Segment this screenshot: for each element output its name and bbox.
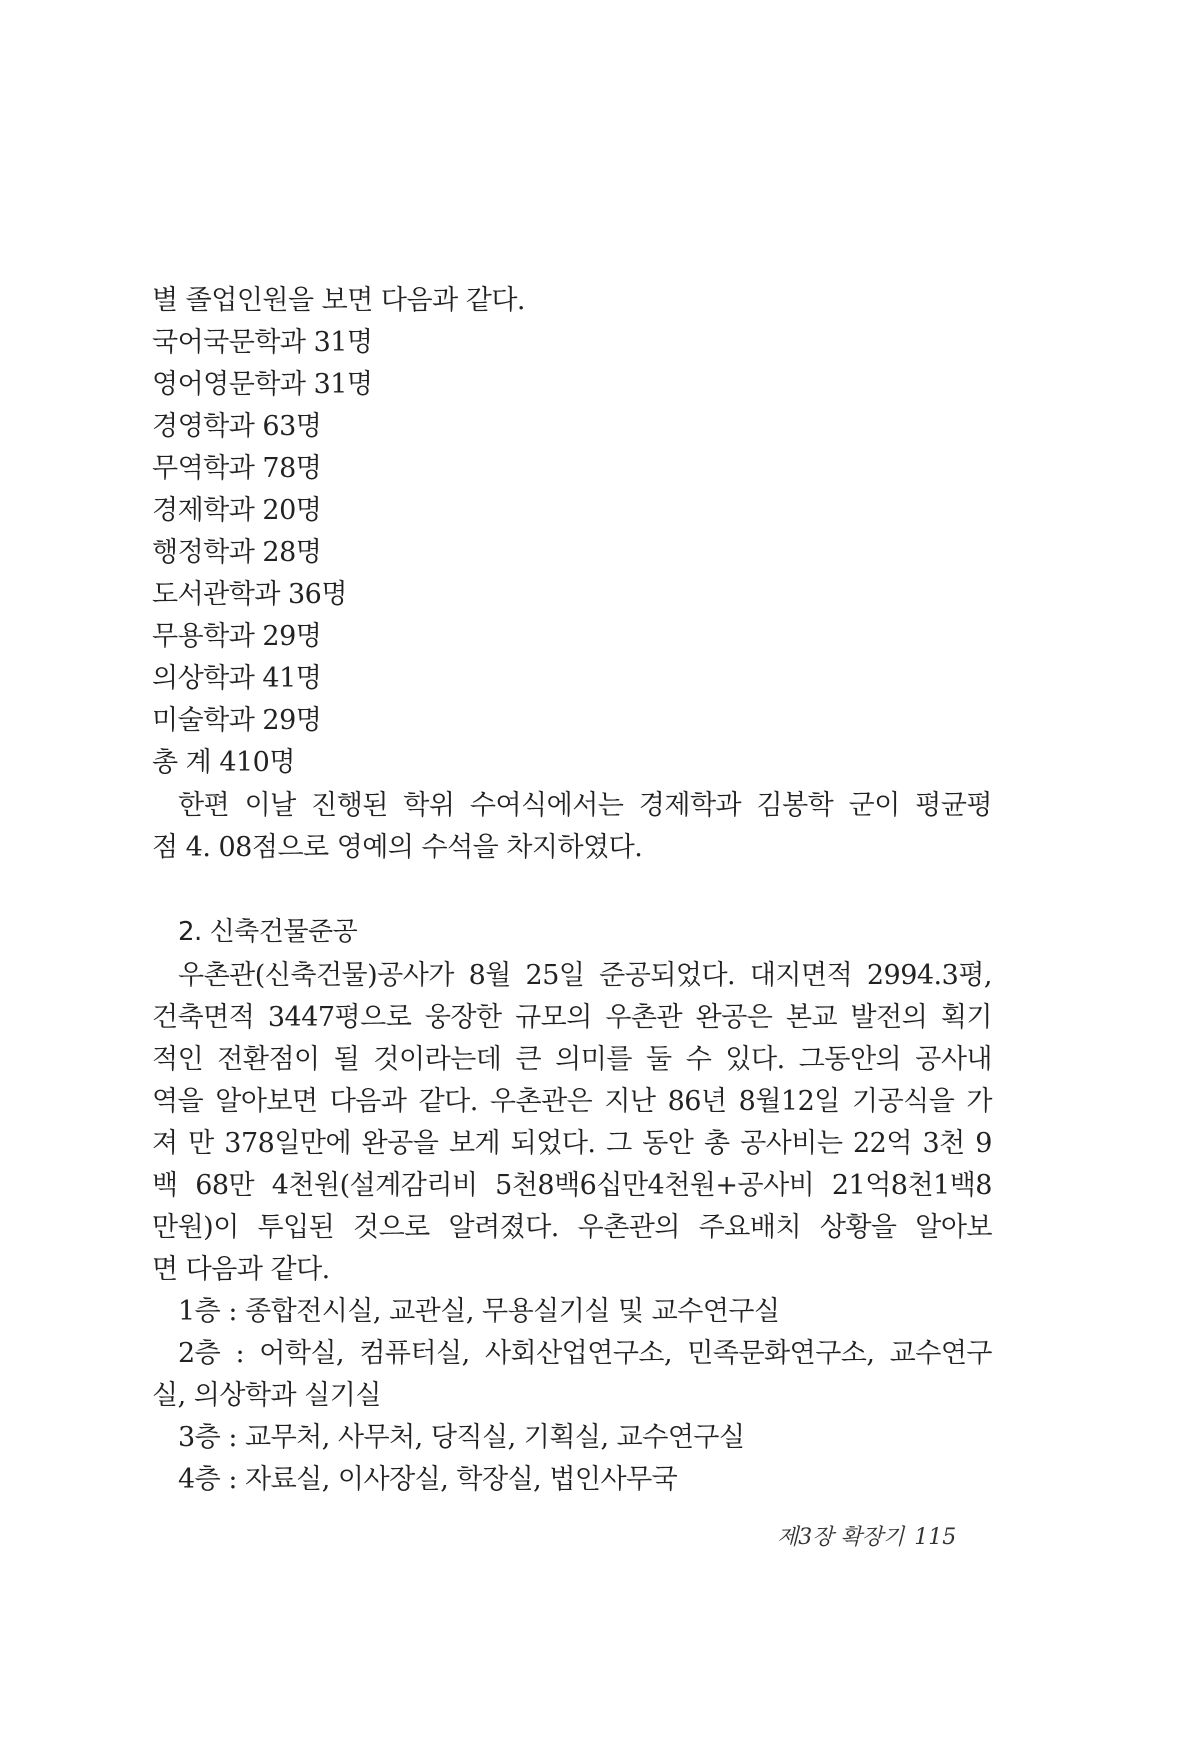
floor-item: 4층 : 자료실, 이사장실, 학장실, 법인사무국	[178, 1464, 678, 1495]
department-item: 미술학과 29명	[152, 705, 322, 736]
section-heading: 2. 신축건물준공	[178, 917, 358, 947]
department-item: 경제학과 20명	[152, 495, 322, 526]
department-item: 의상학과 41명	[152, 663, 322, 694]
page-footer	[777, 1520, 956, 1551]
department-item: 무용학과 29명	[152, 621, 322, 652]
page-number: 115	[914, 1525, 957, 1550]
floor-item: 1층 : 종합전시실, 교관실, 무용실기실 및 교수연구실	[178, 1296, 780, 1327]
paragraph-line: 한편 이날 진행된 학위 수여식에서는 경제학과 김봉학 군이 평균평	[178, 790, 992, 821]
paragraph-line: 백 68만 4천원(설계감리비 5천8백6십만4천원+공사비 21억8천1백8	[152, 1170, 992, 1201]
chapter-title: 제3장 확장기	[777, 1525, 905, 1550]
intro-line: 별 졸업인원을 보면 다음과 같다.	[152, 285, 525, 316]
paragraph-line: 건축면적 3447평으로 웅장한 규모의 우촌관 완공은 본교 발전의 획기	[152, 1002, 992, 1033]
department-item: 도서관학과 36명	[152, 579, 347, 610]
paragraph-line: 점 4. 08점으로 영예의 수석을 차지하였다.	[152, 832, 643, 863]
department-item: 행정학과 28명	[152, 537, 322, 568]
department-item: 국어국문학과 31명	[152, 327, 373, 358]
department-item: 무역학과 78명	[152, 453, 322, 484]
paragraph-line: 우촌관(신축건물)공사가 8월 25일 준공되었다. 대지면적 2994.3평,	[178, 960, 992, 991]
paragraph-line: 역을 알아보면 다음과 같다. 우촌관은 지난 86년 8월12일 기공식을 가	[152, 1086, 992, 1117]
floor-item: 2층 : 어학실, 컴퓨터실, 사회산업연구소, 민족문화연구소, 교수연구	[178, 1338, 992, 1369]
department-item: 영어영문학과 31명	[152, 369, 373, 400]
paragraph-line: 적인 전환점이 될 것이라는데 큰 의미를 둘 수 있다. 그동안의 공사내	[152, 1044, 992, 1075]
department-total: 총 계 410명	[152, 747, 295, 778]
paragraph-line: 만원)이 투입된 것으로 알려졌다. 우촌관의 주요배치 상황을 알아보	[152, 1212, 992, 1243]
department-item: 경영학과 63명	[152, 411, 322, 442]
floor-item: 3층 : 교무처, 사무처, 당직실, 기획실, 교수연구실	[178, 1422, 745, 1453]
paragraph-line: 면 다음과 같다.	[152, 1254, 330, 1285]
paragraph-line: 져 만 378일만에 완공을 보게 되었다. 그 동안 총 공사비는 22억 3천 9	[152, 1128, 992, 1159]
floor-item-continued: 실, 의상학과 실기실	[152, 1380, 381, 1411]
